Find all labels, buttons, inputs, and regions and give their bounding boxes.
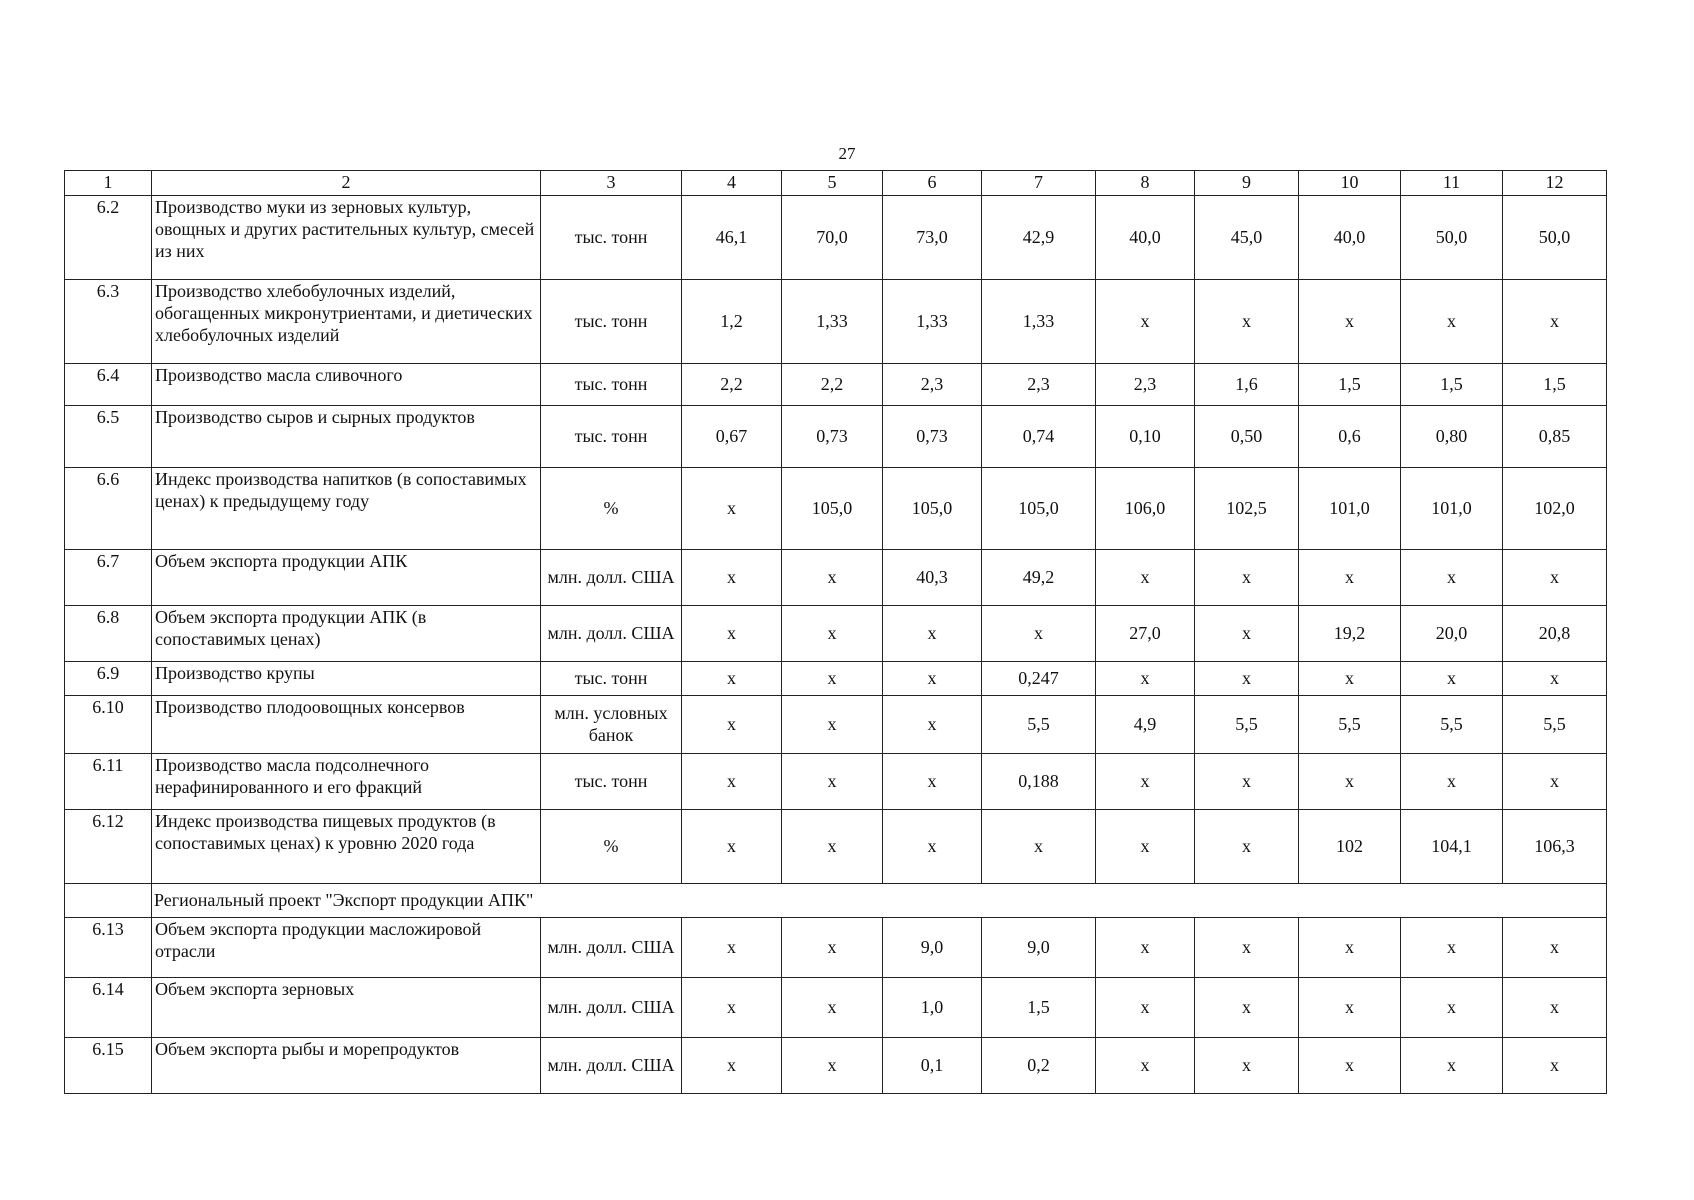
value-cell: 9,0 bbox=[982, 918, 1096, 978]
value-cell: 105,0 bbox=[782, 468, 883, 550]
header-cell: 12 bbox=[1503, 171, 1607, 196]
indicator-name: Объем экспорта продукции масложировой отрасли bbox=[152, 918, 541, 978]
row-number: 6.8 bbox=[65, 606, 152, 662]
value-cell: х bbox=[1401, 754, 1503, 810]
row-number: 6.10 bbox=[65, 696, 152, 754]
value-cell: х bbox=[1299, 280, 1401, 364]
value-cell: х bbox=[1096, 978, 1195, 1038]
row-number: 6.7 bbox=[65, 550, 152, 606]
value-cell: 0,74 bbox=[982, 406, 1096, 468]
value-cell: 73,0 bbox=[883, 196, 982, 280]
value-cell: х bbox=[1195, 662, 1299, 696]
value-cell: 5,5 bbox=[1503, 696, 1607, 754]
page-number: 27 bbox=[838, 144, 856, 163]
value-cell: 1,6 bbox=[1195, 364, 1299, 406]
table-row bbox=[65, 918, 1607, 978]
row-number: 6.15 bbox=[65, 1038, 152, 1094]
value-cell: 1,2 bbox=[682, 280, 782, 364]
table-row bbox=[65, 280, 1607, 364]
value-cell: х bbox=[1401, 550, 1503, 606]
value-cell: 102,5 bbox=[1195, 468, 1299, 550]
value-cell: 0,247 bbox=[982, 662, 1096, 696]
indicator-name: Объем экспорта продукции АПК (в сопоставимых ценах) bbox=[152, 606, 541, 662]
value-cell: 2,3 bbox=[982, 364, 1096, 406]
indicator-name: Производство крупы bbox=[152, 662, 541, 696]
value-cell: 102 bbox=[1299, 810, 1401, 884]
value-cell: х bbox=[682, 1038, 782, 1094]
value-cell: 0,188 bbox=[982, 754, 1096, 810]
value-cell: 0,2 bbox=[982, 1038, 1096, 1094]
value-cell: х bbox=[682, 810, 782, 884]
value-cell: х bbox=[1096, 810, 1195, 884]
value-cell: х bbox=[1401, 662, 1503, 696]
value-cell: 5,5 bbox=[1195, 696, 1299, 754]
value-cell: 45,0 bbox=[1195, 196, 1299, 280]
indicator-name: Производство муки из зерновых культур, овощных и других растительных культур, смесей из них bbox=[152, 196, 541, 280]
value-cell: х bbox=[782, 978, 883, 1038]
value-cell: 20,8 bbox=[1503, 606, 1607, 662]
value-cell: х bbox=[1401, 918, 1503, 978]
value-cell: 20,0 bbox=[1401, 606, 1503, 662]
indicator-name: Производство масла подсолнечного нерафинированного и его фракций bbox=[152, 754, 541, 810]
value-cell: х bbox=[1299, 662, 1401, 696]
value-cell: х bbox=[1503, 280, 1607, 364]
indicator-name: Индекс производства напитков (в сопоставимых ценах) к предыдущему году bbox=[152, 468, 541, 550]
value-cell: 2,2 bbox=[682, 364, 782, 406]
value-cell: х bbox=[782, 754, 883, 810]
table-row bbox=[65, 978, 1607, 1038]
value-cell: 2,2 bbox=[782, 364, 883, 406]
value-cell: 40,0 bbox=[1299, 196, 1401, 280]
header-cell: 2 bbox=[152, 171, 541, 196]
indicator-name: Объем экспорта рыбы и морепродуктов bbox=[152, 1038, 541, 1094]
value-cell: х bbox=[1195, 1038, 1299, 1094]
unit-cell: млн. долл. США bbox=[541, 918, 682, 978]
value-cell: 46,1 bbox=[682, 196, 782, 280]
unit-cell: тыс. тонн bbox=[541, 662, 682, 696]
value-cell: 2,3 bbox=[883, 364, 982, 406]
unit-cell: тыс. тонн bbox=[541, 364, 682, 406]
value-cell: 2,3 bbox=[1096, 364, 1195, 406]
header-cell: 1 bbox=[65, 171, 152, 196]
row-number: 6.3 bbox=[65, 280, 152, 364]
value-cell: 0,67 bbox=[682, 406, 782, 468]
header-cell: 7 bbox=[982, 171, 1096, 196]
unit-cell: тыс. тонн bbox=[541, 196, 682, 280]
table-row bbox=[65, 696, 1607, 754]
value-cell: х bbox=[1401, 978, 1503, 1038]
value-cell: х bbox=[682, 978, 782, 1038]
value-cell: х bbox=[1401, 280, 1503, 364]
value-cell: х bbox=[883, 662, 982, 696]
value-cell: 5,5 bbox=[1299, 696, 1401, 754]
value-cell: х bbox=[1195, 606, 1299, 662]
value-cell: 1,5 bbox=[1503, 364, 1607, 406]
table-row bbox=[65, 1038, 1607, 1094]
unit-cell: % bbox=[541, 468, 682, 550]
value-cell: х bbox=[883, 606, 982, 662]
value-cell: 1,5 bbox=[1401, 364, 1503, 406]
row-number: 6.9 bbox=[65, 662, 152, 696]
table-row bbox=[65, 754, 1607, 810]
header-cell: 4 bbox=[682, 171, 782, 196]
value-cell: х bbox=[1299, 978, 1401, 1038]
row-number: 6.4 bbox=[65, 364, 152, 406]
value-cell: 0,10 bbox=[1096, 406, 1195, 468]
unit-cell: млн. долл. США bbox=[541, 1038, 682, 1094]
table-row bbox=[65, 606, 1607, 662]
value-cell: х bbox=[782, 696, 883, 754]
value-cell: х bbox=[1195, 918, 1299, 978]
value-cell: 0,50 bbox=[1195, 406, 1299, 468]
value-cell: х bbox=[883, 696, 982, 754]
value-cell: х bbox=[782, 810, 883, 884]
row-number: 6.14 bbox=[65, 978, 152, 1038]
value-cell: 0,73 bbox=[883, 406, 982, 468]
value-cell: х bbox=[682, 696, 782, 754]
value-cell: 40,0 bbox=[1096, 196, 1195, 280]
value-cell: х bbox=[782, 1038, 883, 1094]
value-cell: х bbox=[782, 606, 883, 662]
table-row bbox=[65, 662, 1607, 696]
value-cell: 19,2 bbox=[1299, 606, 1401, 662]
header-cell: 3 bbox=[541, 171, 682, 196]
value-cell: 0,73 bbox=[782, 406, 883, 468]
value-cell: 27,0 bbox=[1096, 606, 1195, 662]
indicators-table bbox=[64, 170, 1607, 1094]
section-title: Региональный проект "Экспорт продукции АПК" bbox=[152, 884, 1607, 918]
value-cell: 40,3 bbox=[883, 550, 982, 606]
value-cell: х bbox=[982, 810, 1096, 884]
value-cell: х bbox=[1195, 810, 1299, 884]
indicator-name: Объем экспорта продукции АПК bbox=[152, 550, 541, 606]
header-cell: 11 bbox=[1401, 171, 1503, 196]
value-cell: 104,1 bbox=[1401, 810, 1503, 884]
value-cell: х bbox=[682, 662, 782, 696]
value-cell: х bbox=[782, 662, 883, 696]
value-cell: х bbox=[1195, 978, 1299, 1038]
value-cell: х bbox=[1299, 918, 1401, 978]
value-cell: 50,0 bbox=[1401, 196, 1503, 280]
unit-cell: млн. условных банок bbox=[541, 696, 682, 754]
value-cell: х bbox=[1195, 754, 1299, 810]
header-cell: 9 bbox=[1195, 171, 1299, 196]
header-cell: 10 bbox=[1299, 171, 1401, 196]
value-cell: 1,33 bbox=[782, 280, 883, 364]
value-cell: 1,5 bbox=[982, 978, 1096, 1038]
header-cell: 6 bbox=[883, 171, 982, 196]
unit-cell: млн. долл. США bbox=[541, 550, 682, 606]
value-cell: х bbox=[1299, 754, 1401, 810]
value-cell: х bbox=[1096, 918, 1195, 978]
row-number: 6.6 bbox=[65, 468, 152, 550]
row-number: 6.5 bbox=[65, 406, 152, 468]
value-cell: х bbox=[1096, 754, 1195, 810]
value-cell: 4,9 bbox=[1096, 696, 1195, 754]
value-cell: х bbox=[982, 606, 1096, 662]
indicator-name: Производство сыров и сырных продуктов bbox=[152, 406, 541, 468]
value-cell: 9,0 bbox=[883, 918, 982, 978]
row-number: 6.13 bbox=[65, 918, 152, 978]
indicator-name: Производство масла сливочного bbox=[152, 364, 541, 406]
value-cell: 105,0 bbox=[982, 468, 1096, 550]
value-cell: 42,9 bbox=[982, 196, 1096, 280]
table-row bbox=[65, 406, 1607, 468]
value-cell: х bbox=[782, 550, 883, 606]
value-cell: х bbox=[1503, 662, 1607, 696]
value-cell: х bbox=[1096, 280, 1195, 364]
value-cell: 106,0 bbox=[1096, 468, 1195, 550]
value-cell: 1,33 bbox=[883, 280, 982, 364]
unit-cell: млн. долл. США bbox=[541, 978, 682, 1038]
value-cell: 70,0 bbox=[782, 196, 883, 280]
header-cell: 5 bbox=[782, 171, 883, 196]
value-cell: 105,0 bbox=[883, 468, 982, 550]
unit-cell: тыс. тонн bbox=[541, 754, 682, 810]
value-cell: х bbox=[1503, 1038, 1607, 1094]
value-cell: х bbox=[1299, 550, 1401, 606]
table-row bbox=[65, 810, 1607, 884]
value-cell: х bbox=[1096, 662, 1195, 696]
value-cell: х bbox=[1096, 1038, 1195, 1094]
value-cell: 50,0 bbox=[1503, 196, 1607, 280]
value-cell: 5,5 bbox=[1401, 696, 1503, 754]
row-number: 6.11 bbox=[65, 754, 152, 810]
value-cell: 0,1 bbox=[883, 1038, 982, 1094]
value-cell: 1,33 bbox=[982, 280, 1096, 364]
value-cell: 0,6 bbox=[1299, 406, 1401, 468]
header-row bbox=[65, 171, 1607, 196]
section-number-cell bbox=[65, 884, 152, 918]
value-cell: х bbox=[883, 810, 982, 884]
value-cell: х bbox=[682, 606, 782, 662]
indicator-name: Объем экспорта зерновых bbox=[152, 978, 541, 1038]
header-cell: 8 bbox=[1096, 171, 1195, 196]
value-cell: х bbox=[1503, 918, 1607, 978]
value-cell: х bbox=[682, 550, 782, 606]
value-cell: х bbox=[1096, 550, 1195, 606]
table-row bbox=[65, 364, 1607, 406]
value-cell: 102,0 bbox=[1503, 468, 1607, 550]
indicator-name: Производство плодоовощных консервов bbox=[152, 696, 541, 754]
row-number: 6.2 bbox=[65, 196, 152, 280]
value-cell: х bbox=[682, 918, 782, 978]
unit-cell: тыс. тонн bbox=[541, 280, 682, 364]
table-row bbox=[65, 196, 1607, 280]
value-cell: 49,2 bbox=[982, 550, 1096, 606]
value-cell: 0,80 bbox=[1401, 406, 1503, 468]
unit-cell: млн. долл. США bbox=[541, 606, 682, 662]
value-cell: х bbox=[782, 918, 883, 978]
value-cell: 1,5 bbox=[1299, 364, 1401, 406]
value-cell: х bbox=[883, 754, 982, 810]
section-row bbox=[65, 884, 1607, 918]
value-cell: х bbox=[1401, 1038, 1503, 1094]
row-number: 6.12 bbox=[65, 810, 152, 884]
value-cell: х bbox=[1503, 550, 1607, 606]
value-cell: х bbox=[1195, 280, 1299, 364]
value-cell: х bbox=[1299, 1038, 1401, 1094]
value-cell: 101,0 bbox=[1401, 468, 1503, 550]
value-cell: х bbox=[1503, 978, 1607, 1038]
value-cell: х bbox=[682, 468, 782, 550]
value-cell: 5,5 bbox=[982, 696, 1096, 754]
indicator-name: Производство хлебобулочных изделий, обогащенных микронутриентами, и диетических хлебобулочных изделий bbox=[152, 280, 541, 364]
value-cell: 101,0 bbox=[1299, 468, 1401, 550]
indicator-name: Индекс производства пищевых продуктов (в сопоставимых ценах) к уровню 2020 года bbox=[152, 810, 541, 884]
value-cell: х bbox=[1503, 754, 1607, 810]
value-cell: х bbox=[1195, 550, 1299, 606]
unit-cell: % bbox=[541, 810, 682, 884]
value-cell: 1,0 bbox=[883, 978, 982, 1038]
value-cell: х bbox=[682, 754, 782, 810]
table-row bbox=[65, 468, 1607, 550]
value-cell: 106,3 bbox=[1503, 810, 1607, 884]
unit-cell: тыс. тонн bbox=[541, 406, 682, 468]
value-cell: 0,85 bbox=[1503, 406, 1607, 468]
table-row bbox=[65, 550, 1607, 606]
